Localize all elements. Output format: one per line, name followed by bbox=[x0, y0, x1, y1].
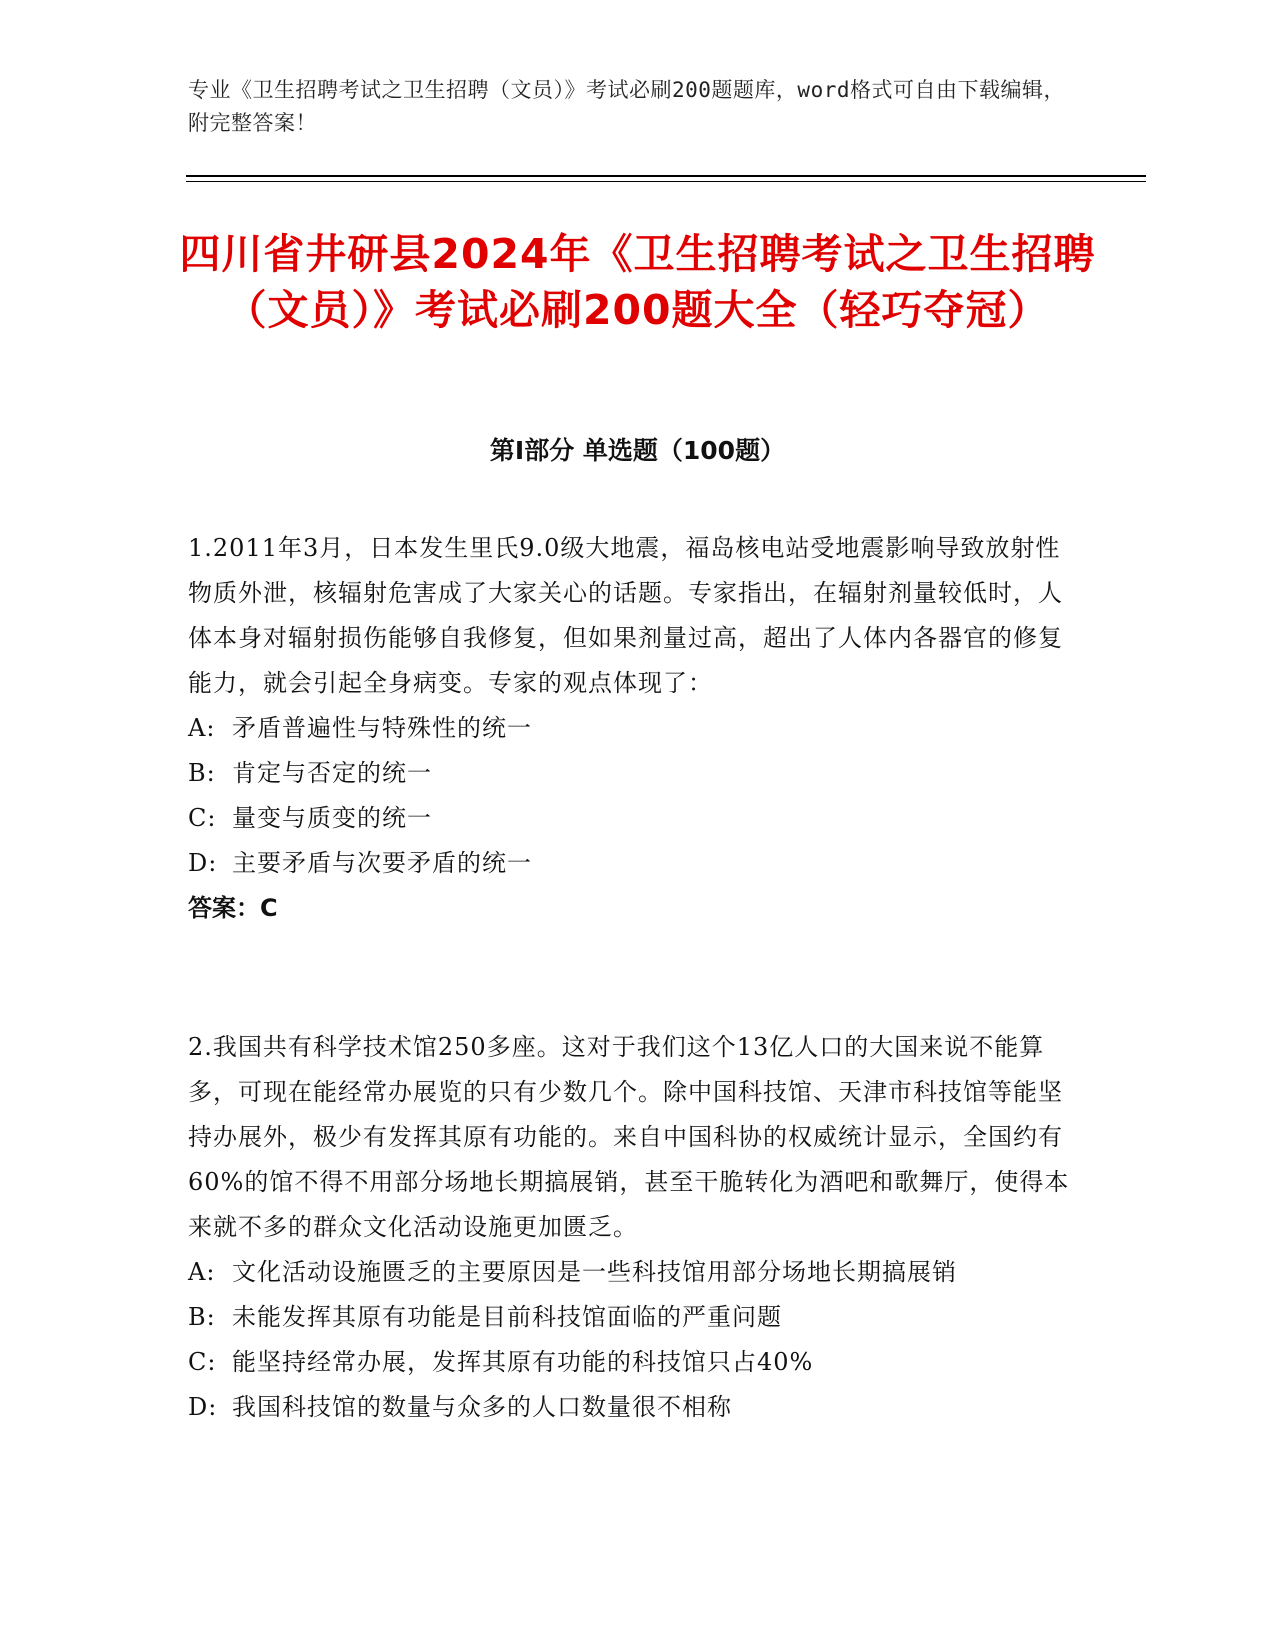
option-c bbox=[188, 1340, 1080, 1385]
option-text: 主要矛盾与次要矛盾的统一 bbox=[232, 849, 532, 877]
header-note: 专业《卫生招聘考试之卫生招聘（文员）》考试必刷200题题库，word格式可自由下载编辑，附完整答案！ bbox=[188, 78, 1065, 135]
option-a bbox=[188, 1250, 1080, 1295]
option-text: 肯定与否定的统一 bbox=[232, 759, 432, 787]
option-letter: B: bbox=[188, 759, 216, 787]
question-1 bbox=[188, 526, 1080, 931]
question-2 bbox=[188, 1025, 1080, 1430]
question-stem: 1.2011年3月，日本发生里氏9.0级大地震，福岛核电站受地震影响导致放射性物质外泄，核辐射危害成了大家关心的话题。专家指出，在辐射剂量较低时，人体本身对辐射损伤能够自我修复，但如果剂量过高，超出了人体内各器官的修复能力，就会引起全身病变。专家的观点体现了： bbox=[188, 534, 1063, 697]
option-text: 文化活动设施匮乏的主要原因是一些科技馆用部分场地长期搞展销 bbox=[232, 1258, 957, 1286]
option-text: 矛盾普遍性与特殊性的统一 bbox=[232, 714, 532, 742]
header-rule-thick bbox=[186, 175, 1146, 177]
header-rule-thin bbox=[186, 181, 1146, 182]
option-c bbox=[188, 796, 1080, 841]
answer-line: 答案：C bbox=[188, 894, 278, 922]
option-b bbox=[188, 751, 1080, 796]
option-text: 量变与质变的统一 bbox=[232, 804, 432, 832]
option-letter: B: bbox=[188, 1303, 216, 1331]
option-d bbox=[188, 1385, 1080, 1430]
option-text: 能坚持经常办展，发挥其原有功能的科技馆只占40% bbox=[232, 1348, 814, 1376]
option-letter: D: bbox=[188, 849, 218, 877]
document-title: 四川省井研县2024年《卫生招聘考试之卫生招聘（文员）》考试必刷200题大全（轻巧夺冠） bbox=[179, 230, 1096, 334]
option-letter: C: bbox=[188, 804, 217, 832]
question-stem: 2.我国共有科学技术馆250多座。这对于我们这个13亿人口的大国来说不能算多，可现在能经常办展览的只有少数几个。除中国科技馆、天津市科技馆等能坚持办展外，极少有发挥其原有功能的。来自中国科协的权威统计显示，全国约有60%的馆不得不用部分场地长期搞展销，甚至干脆转化为酒吧和歌舞厅，使得本来就不多的群众文化活动设施更加匮乏。 bbox=[188, 1033, 1070, 1241]
option-b bbox=[188, 1295, 1080, 1340]
option-letter: C: bbox=[188, 1348, 217, 1376]
option-d bbox=[188, 841, 1080, 886]
option-letter: A: bbox=[188, 714, 216, 742]
option-letter: A: bbox=[188, 1258, 216, 1286]
option-text: 未能发挥其原有功能是目前科技馆面临的严重问题 bbox=[232, 1303, 782, 1331]
option-a bbox=[188, 706, 1080, 751]
option-letter: D: bbox=[188, 1393, 218, 1421]
section-heading: 第I部分 单选题（100题） bbox=[489, 436, 786, 465]
option-text: 我国科技馆的数量与众多的人口数量很不相称 bbox=[232, 1393, 732, 1421]
